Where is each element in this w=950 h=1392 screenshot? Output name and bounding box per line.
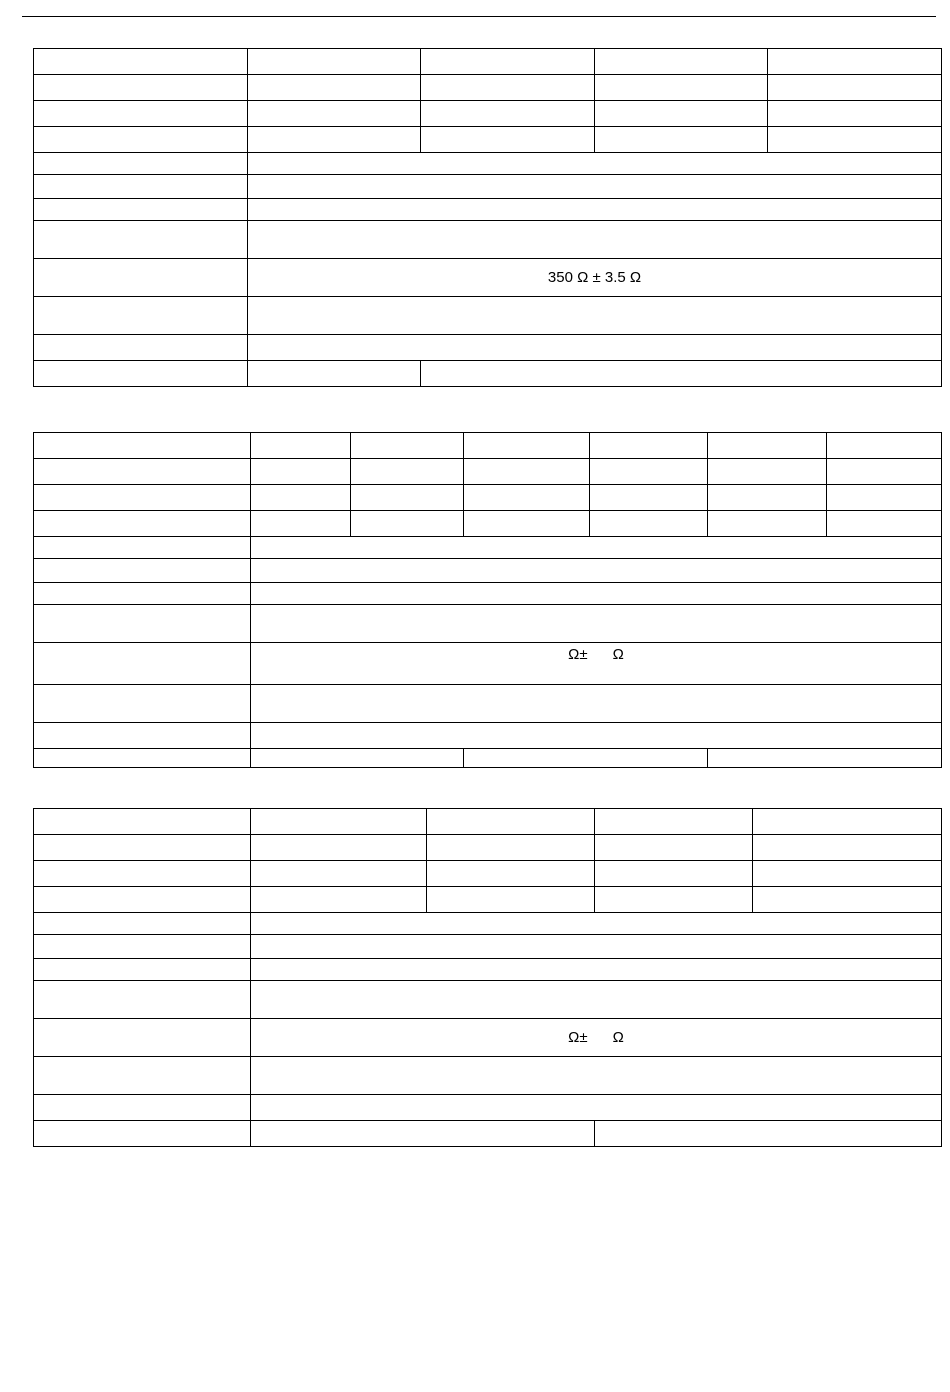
table-row <box>34 127 942 153</box>
table-cell <box>590 459 708 485</box>
table-cell <box>251 685 942 723</box>
table-cell <box>251 459 351 485</box>
table-cell <box>34 335 248 361</box>
table-cell <box>768 127 942 153</box>
table-row <box>34 175 942 199</box>
table-cell <box>34 749 251 768</box>
table-row <box>34 459 942 485</box>
table-cell <box>421 75 595 101</box>
table-cell <box>34 1095 251 1121</box>
table-row <box>34 959 942 981</box>
table-cell <box>351 511 464 537</box>
table-cell <box>590 433 708 459</box>
table-cell <box>464 749 708 768</box>
table-row <box>34 537 942 559</box>
table-cell <box>768 75 942 101</box>
spec-table-2 <box>33 432 942 768</box>
table-cell <box>590 485 708 511</box>
table-cell <box>34 101 248 127</box>
table-cell <box>427 861 595 887</box>
table-cell <box>464 459 590 485</box>
table-row <box>34 749 942 768</box>
table-cell <box>34 297 248 335</box>
table-row <box>34 1057 942 1095</box>
table-cell <box>248 221 942 259</box>
table-cell <box>827 433 942 459</box>
table-cell <box>34 981 251 1019</box>
table-cell <box>251 935 942 959</box>
table-cell <box>34 433 251 459</box>
table-cell <box>34 361 248 387</box>
table-cell <box>34 723 251 749</box>
table-cell <box>251 485 351 511</box>
table-cell <box>34 935 251 959</box>
table-row <box>34 605 942 643</box>
table-row <box>34 685 942 723</box>
table-cell <box>421 127 595 153</box>
table-cell <box>251 981 942 1019</box>
table-cell <box>34 199 248 221</box>
table-row <box>34 1121 942 1147</box>
table-cell <box>34 685 251 723</box>
table-cell <box>768 49 942 75</box>
table-cell <box>708 485 827 511</box>
table-cell <box>34 643 251 685</box>
table-cell <box>251 511 351 537</box>
table-cell <box>251 959 942 981</box>
table-cell <box>595 101 768 127</box>
table-cell <box>251 887 427 913</box>
table-cell <box>34 221 248 259</box>
table-cell <box>251 605 942 643</box>
table-cell <box>753 887 942 913</box>
table-cell <box>708 433 827 459</box>
table-cell <box>595 1121 942 1147</box>
table-cell <box>34 559 251 583</box>
table-row <box>34 887 942 913</box>
table-cell <box>34 537 251 559</box>
table-cell <box>34 835 251 861</box>
table-cell <box>34 49 248 75</box>
table-cell <box>427 887 595 913</box>
table-row <box>34 723 942 749</box>
header-rule <box>22 16 936 17</box>
table-cell <box>248 127 421 153</box>
table-cell <box>753 835 942 861</box>
table-row <box>34 199 942 221</box>
table-cell <box>708 511 827 537</box>
table-cell <box>251 537 942 559</box>
table-row <box>34 1019 942 1057</box>
table-cell <box>595 809 753 835</box>
table-row <box>34 1095 942 1121</box>
resistance-value: 350 Ω ± 3.5 Ω <box>248 259 942 297</box>
table-cell <box>34 913 251 935</box>
table-row <box>34 101 942 127</box>
table-cell <box>421 361 942 387</box>
table-cell <box>351 433 464 459</box>
table-cell <box>351 459 464 485</box>
table-cell <box>827 485 942 511</box>
table-row <box>34 809 942 835</box>
table-cell <box>251 809 427 835</box>
table-cell <box>34 153 248 175</box>
table-cell <box>595 49 768 75</box>
table-cell <box>595 861 753 887</box>
table-row <box>34 511 942 537</box>
resistance-value: Ω± Ω <box>251 1019 942 1057</box>
table-cell <box>34 75 248 101</box>
table-cell <box>595 887 753 913</box>
table-cell <box>34 175 248 199</box>
table-cell <box>248 75 421 101</box>
table-cell <box>34 459 251 485</box>
table-row <box>34 259 942 297</box>
table-cell <box>251 559 942 583</box>
table-cell <box>595 835 753 861</box>
resistance-value: Ω± Ω <box>251 643 942 685</box>
table-row <box>34 913 942 935</box>
table-row <box>34 981 942 1019</box>
table-cell <box>248 297 942 335</box>
table-cell <box>251 433 351 459</box>
table-row <box>34 153 942 175</box>
spec-table-1 <box>33 48 942 387</box>
table-cell <box>251 861 427 887</box>
table-cell <box>34 1121 251 1147</box>
table-row <box>34 361 942 387</box>
table-cell <box>248 49 421 75</box>
table-row <box>34 583 942 605</box>
table-cell <box>34 127 248 153</box>
table-cell <box>251 723 942 749</box>
table-cell <box>768 101 942 127</box>
table-cell <box>427 809 595 835</box>
table-cell <box>595 127 768 153</box>
table-cell <box>595 75 768 101</box>
table-cell <box>464 433 590 459</box>
table-cell <box>34 861 251 887</box>
table-cell <box>427 835 595 861</box>
table-cell <box>421 101 595 127</box>
table-cell <box>34 959 251 981</box>
table-cell <box>251 583 942 605</box>
table-cell <box>421 49 595 75</box>
table-cell <box>827 459 942 485</box>
table-cell <box>351 485 464 511</box>
table-cell <box>34 511 251 537</box>
table-cell <box>708 459 827 485</box>
table-row <box>34 221 942 259</box>
table-cell <box>34 887 251 913</box>
table-cell <box>251 835 427 861</box>
table-row <box>34 75 942 101</box>
table-cell <box>248 175 942 199</box>
table-cell <box>753 861 942 887</box>
table-cell <box>251 749 464 768</box>
table-cell <box>34 485 251 511</box>
table-row <box>34 485 942 511</box>
table-row <box>34 49 942 75</box>
table-cell <box>464 511 590 537</box>
table-cell <box>248 153 942 175</box>
table-row <box>34 433 942 459</box>
table-cell <box>708 749 942 768</box>
table-cell <box>248 101 421 127</box>
table-row <box>34 559 942 583</box>
table-row <box>34 335 942 361</box>
table-cell <box>464 485 590 511</box>
table-cell <box>34 1057 251 1095</box>
table-row <box>34 297 942 335</box>
table-cell <box>251 1121 595 1147</box>
table-cell <box>34 259 248 297</box>
table-cell <box>248 199 942 221</box>
table-cell <box>251 913 942 935</box>
spec-table-3 <box>33 808 942 1147</box>
table-cell <box>34 1019 251 1057</box>
table-cell <box>753 809 942 835</box>
table-cell <box>34 583 251 605</box>
table-row <box>34 835 942 861</box>
table-cell <box>34 605 251 643</box>
table-cell <box>827 511 942 537</box>
table-cell <box>251 1095 942 1121</box>
table-cell <box>590 511 708 537</box>
table-cell <box>248 361 421 387</box>
table-row <box>34 935 942 959</box>
table-cell <box>251 1057 942 1095</box>
table-row <box>34 643 942 685</box>
table-cell <box>34 809 251 835</box>
table-cell <box>248 335 942 361</box>
table-row <box>34 861 942 887</box>
